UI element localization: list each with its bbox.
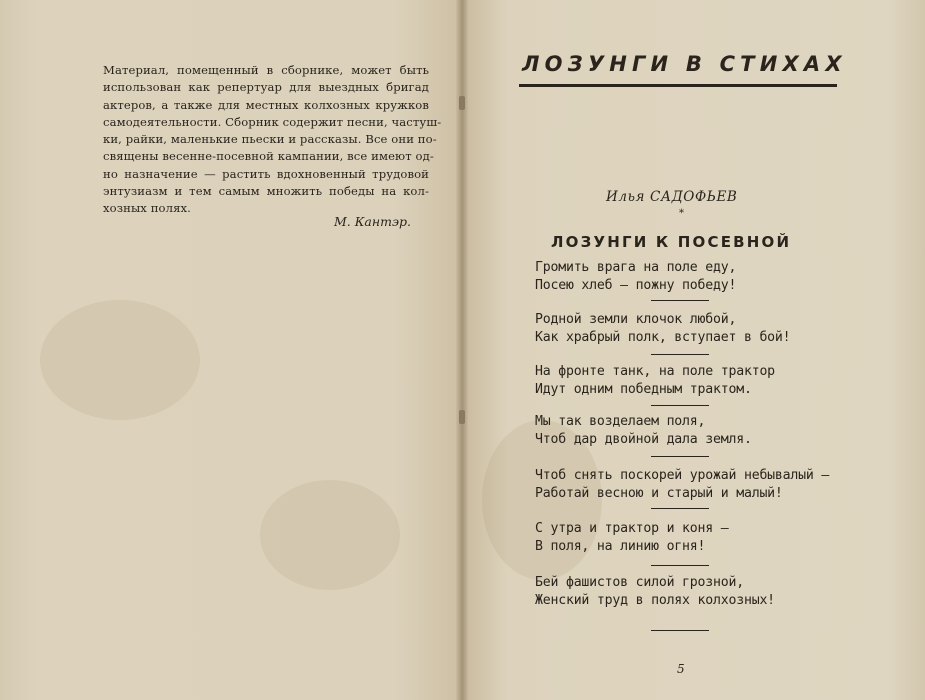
- stanza: [535, 363, 865, 399]
- title-underline: [519, 84, 837, 87]
- stanza: [535, 467, 865, 503]
- left-page: [0, 0, 462, 700]
- collection-title: ЛОЗУНГИ В СТИХАХ: [522, 52, 847, 76]
- author-name: Илья САДОФЬЕВ: [606, 189, 738, 205]
- poem-line: Посею хлеб — пожну победу!: [535, 278, 737, 293]
- stanza-divider: [651, 354, 709, 355]
- stanza: [535, 413, 865, 449]
- poem-line: Родной земли клочок любой,: [535, 312, 737, 327]
- poem-line: На фронте танк, на поле трактор: [535, 364, 775, 379]
- editor-signature: М. Кантэр.: [334, 214, 411, 229]
- stanza: [535, 574, 865, 610]
- poem-line: Женский труд в полях колхозных!: [535, 593, 775, 608]
- stanza-divider: [651, 508, 709, 509]
- intro-line: священы весенне-посевной кампании, все имеют од-: [103, 149, 434, 164]
- stanza: [535, 259, 865, 295]
- stanza-divider: [651, 456, 709, 457]
- intro-line: энтузиазм и тем самым множить победы на кол-: [103, 184, 429, 199]
- poem-line: Громить врага на поле еду,: [535, 260, 737, 275]
- staple: [459, 96, 465, 110]
- poem-line: Как храбрый полк, вступает в бой!: [535, 330, 791, 345]
- stanza-divider: [651, 405, 709, 406]
- intro-line: но назначение — растить вдохновенный трудовой: [103, 166, 429, 181]
- stanza-divider: [651, 300, 709, 301]
- staple: [459, 410, 465, 424]
- intro-line: Материал, помещенный в сборнике, может быть: [103, 63, 429, 77]
- poem-line: Бей фашистов силой грозной,: [535, 575, 744, 590]
- poem-line: Чтоб дар двойной дала земля.: [535, 432, 752, 447]
- poem-line: Чтоб снять поскорей урожай небывалый —: [535, 468, 830, 483]
- intro-line: актеров, а также для местных колхозных кружков: [103, 97, 429, 112]
- intro-paragraph: [103, 62, 442, 218]
- stanza: [535, 520, 865, 556]
- poem-line: Идут одним победным трактом.: [535, 382, 752, 397]
- poem-line: Мы так возделаем поля,: [535, 414, 706, 429]
- poem-line: С утра и трактор и коня —: [535, 521, 729, 536]
- star-ornament: *: [679, 208, 684, 219]
- intro-line: использован как репертуар для выездных бригад: [103, 80, 429, 95]
- poem-line: В поля, на линию огня!: [535, 539, 706, 554]
- page-number: 5: [677, 662, 685, 676]
- stanza-divider: [651, 565, 709, 566]
- stanza-divider: [651, 630, 709, 631]
- poem-title: ЛОЗУНГИ К ПОСЕВНОЙ: [551, 233, 792, 251]
- poem-line: Работай весною и старый и малый!: [535, 486, 783, 501]
- stanza: [535, 311, 865, 347]
- intro-line: хозных полях.: [103, 201, 191, 216]
- intro-line: самодеятельности. Сборник содержит песни, частуш-: [103, 114, 442, 129]
- intro-line: ки, райки, маленькие пьески и рассказы. Все они по-: [103, 132, 437, 147]
